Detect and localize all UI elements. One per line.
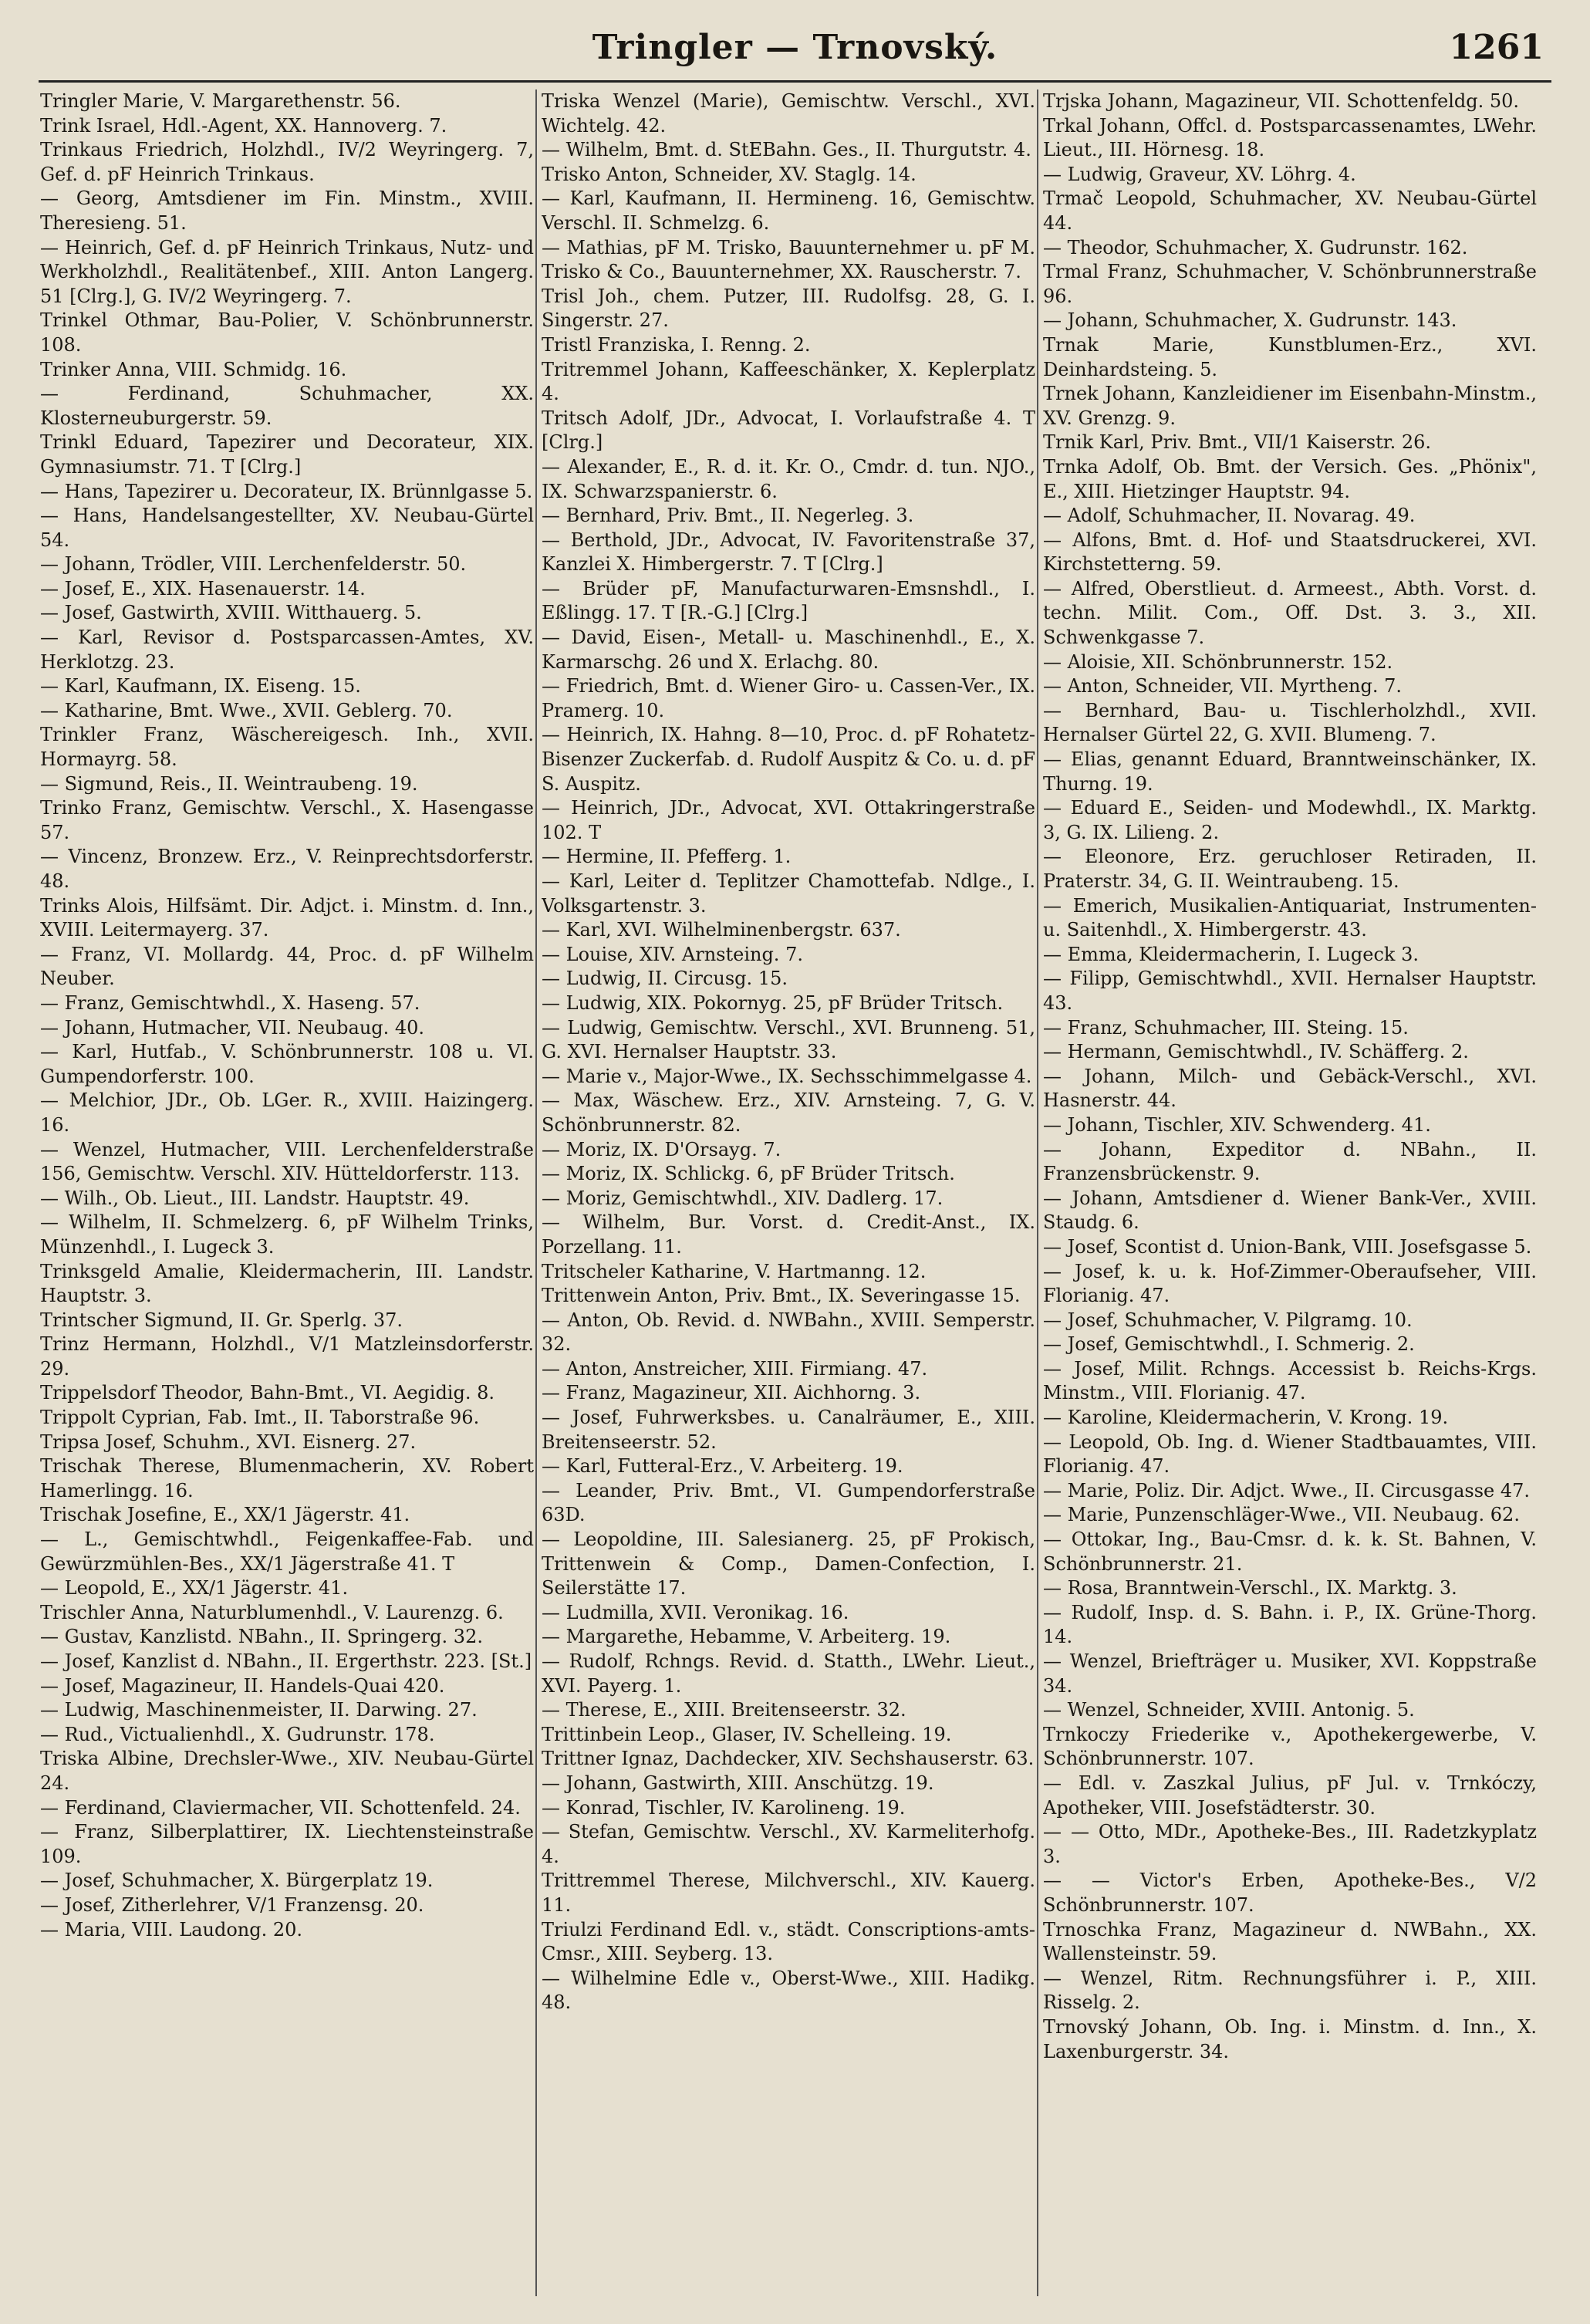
- directory-entry: — Louise, XIV. Arnsteing. 7.: [542, 943, 803, 965]
- directory-entry: — Georg, Amtsdiener im Fin. Minstm., XVIII. Theresieng. 51.: [40, 187, 534, 234]
- directory-entry: — Johann, Schuhmacher, X. Gudrunstr. 143.: [1043, 309, 1457, 332]
- directory-entry: — Franz, VI. Mollardg. 44, Proc. d. pF Wilhelm Neuber.: [40, 943, 534, 990]
- directory-entry: Tringler Marie, V. Margarethenstr. 56.: [40, 90, 401, 112]
- running-head: Tringler — Trnovský.: [592, 28, 998, 67]
- directory-entry: — Konrad, Tischler, IV. Karolineng. 19.: [542, 1796, 906, 1819]
- directory-entry: Trittenwein Anton, Priv. Bmt., IX. Severingasse 15.: [542, 1285, 1021, 1307]
- directory-entry: — Franz, Silberplattirer, IX. Liechtensteinstraße 109.: [40, 1821, 534, 1867]
- directory-entry: — Ludwig, Maschinenmeister, II. Darwing. 27.: [40, 1699, 478, 1721]
- directory-entry: — Wilhelmine Edle v., Oberst-Wwe., XIII. Hadikg. 48.: [542, 1967, 1035, 2014]
- directory-entry: — — Otto, MDr., Apotheke-Bes., III. Radetzkyplatz 3.: [1043, 1821, 1537, 1867]
- directory-entry: — Josef, Schuhmacher, V. Pilgramg. 10.: [1043, 1309, 1413, 1331]
- directory-entry: Tripsa Josef, Schuhm., XVI. Eisnerg. 27.: [40, 1431, 417, 1453]
- column-3: [1043, 90, 1537, 2312]
- directory-entry: — Josef, Schuhmacher, X. Bürgerplatz 19.: [40, 1870, 434, 1892]
- directory-entry: — Rudolf, Rchngs. Revid. d. Statth., LWehr. Lieut., XVI. Payerg. 1.: [542, 1650, 1035, 1697]
- directory-entry: — Hermann, Gemischtwhdl., IV. Schäfferg. 2.: [1043, 1041, 1469, 1063]
- directory-entry: — Josef, Milit. Rchngs. Accessist b. Reichs-Krgs. Minstm., VIII. Florianig. 47.: [1043, 1357, 1537, 1404]
- page-header: [39, 22, 1551, 77]
- directory-entry: Trinkl Eduard, Tapezirer und Decorateur, XIX. Gymnasiumstr. 71. T [Clrg.]: [40, 431, 534, 478]
- directory-entry: — Leander, Priv. Bmt., VI. Gumpendorferstraße 63D.: [542, 1479, 1035, 1526]
- directory-entry: — Berthold, JDr., Advocat, IV. Favoritenstraße 37, Kanzlei X. Himbergerstr. 7. T [Clrg.]: [542, 529, 1035, 576]
- directory-entry: — Anton, Ob. Revid. d. NWBahn., XVIII. Semperstr. 32.: [542, 1309, 1035, 1356]
- directory-entry: — Marie, Poliz. Dir. Adjct. Wwe., II. Circusgasse 47.: [1043, 1479, 1531, 1501]
- directory-entry: — Alfred, Oberstlieut. d. Armeest., Abth. Vorst. d. techn. Milit. Com., Off. Dst. 3. 3., XII. Schwenkgasse 7.: [1043, 577, 1537, 649]
- directory-entry: Trittinbein Leop., Glaser, IV. Schelleing. 19.: [542, 1723, 952, 1745]
- directory-entry: — Wilhelm, Bmt. d. StEBahn. Ges., II. Thurgutstr. 4.: [542, 139, 1031, 161]
- directory-entry: — Anton, Schneider, VII. Myrtheng. 7.: [1043, 675, 1402, 698]
- directory-entry: — Margarethe, Hebamme, V. Arbeiterg. 19.: [542, 1626, 951, 1648]
- directory-entry: — Aloisie, XII. Schönbrunnerstr. 152.: [1043, 650, 1393, 673]
- directory-entry: Trnak Marie, Kunstblumen-Erz., XVI. Deinhardsteing. 5.: [1043, 333, 1537, 380]
- directory-entry: Trmal Franz, Schuhmacher, V. Schönbrunnerstraße 96.: [1043, 261, 1537, 307]
- header-rule: [39, 80, 1551, 83]
- directory-entry: — Hans, Handelsangestellter, XV. Neubau-Gürtel 54.: [40, 505, 534, 551]
- directory-entry: — Karl, Futteral-Erz., V. Arbeiterg. 19.: [542, 1455, 903, 1478]
- directory-entry: Trinz Hermann, Holzhdl., V/1 Matzleinsdorferstr. 29.: [40, 1333, 534, 1380]
- directory-entry: — Emma, Kleidermacherin, I. Lugeck 3.: [1043, 943, 1419, 965]
- directory-entry: — Karl, Kaufmann, IX. Eiseng. 15.: [40, 675, 361, 698]
- directory-entry: — Ottokar, Ing., Bau-Cmsr. d. k. k. St. Bahnen, V. Schönbrunnerstr. 21.: [1043, 1529, 1537, 1575]
- directory-entry: — Adolf, Schuhmacher, II. Novarag. 49.: [1043, 505, 1416, 527]
- directory-entry: — L., Gemischtwhdl., Feigenkaffee-Fab. und Gewürzmühlen-Bes., XX/1 Jägerstraße 41. T: [40, 1529, 534, 1575]
- directory-entry: — Leopold, Ob. Ing. d. Wiener Stadtbauamtes, VIII. Florianig. 47.: [1043, 1431, 1537, 1478]
- directory-entry: — Heinrich, IX. Hahng. 8—10, Proc. d. pF Rohatetz-Bisenzer Zuckerfab. d. Rudolf Auspitz & Co. u. d. pF S. Auspitz.: [542, 724, 1035, 795]
- directory-entry: — Hermine, II. Pfefferg. 1.: [542, 846, 792, 868]
- directory-entry: — Johann, Tischler, XIV. Schwenderg. 41.: [1043, 1113, 1431, 1136]
- directory-entry: Trinksgeld Amalie, Kleidermacherin, III. Landstr. Hauptstr. 3.: [40, 1260, 534, 1307]
- directory-entry: — Wilhelm, II. Schmelzerg. 6, pF Wilhelm Trinks, Münzenhdl., I. Lugeck 3.: [40, 1211, 534, 1258]
- directory-entry: — Wenzel, Schneider, XVIII. Antonig. 5.: [1043, 1699, 1415, 1721]
- directory-entry: — Rud., Victualienhdl., X. Gudrunstr. 178.: [40, 1723, 435, 1745]
- directory-entry: — Josef, Gastwirth, XVIII. Witthauerg. 5.: [40, 602, 422, 624]
- directory-entry: — Katharine, Bmt. Wwe., XVII. Geblerg. 70.: [40, 699, 453, 721]
- directory-entry: Trittner Ignaz, Dachdecker, XIV. Sechshauserstr. 63.: [542, 1748, 1035, 1770]
- directory-entry: — Moriz, IX. Schlickg. 6, pF Brüder Tritsch.: [542, 1163, 955, 1185]
- directory-entry: — Josef, Kanzlist d. NBahn., II. Ergerthstr. 223. [St.]: [40, 1650, 532, 1672]
- directory-entry: — Ludmilla, XVII. Veronikag. 16.: [542, 1601, 849, 1623]
- directory-entry: — Karl, XVI. Wilhelminenbergstr. 637.: [542, 919, 901, 941]
- directory-entry: — Bernhard, Bau- u. Tischlerholzhdl., XVII. Hernalser Gürtel 22, G. XVII. Blumeng. 7.: [1043, 699, 1537, 746]
- directory-entry: Triska Albine, Drechsler-Wwe., XIV. Neubau-Gürtel 24.: [40, 1748, 534, 1794]
- directory-entry: — Johann, Amtsdiener d. Wiener Bank-Ver., XVIII. Staudg. 6.: [1043, 1187, 1537, 1234]
- directory-entry: Trittremmel Therese, Milchverschl., XIV. Kauerg. 11.: [542, 1870, 1035, 1916]
- directory-entry: — Rudolf, Insp. d. S. Bahn. i. P., IX. Grüne-Thorg. 14.: [1043, 1601, 1537, 1648]
- directory-entry: Trintscher Sigmund, II. Gr. Sperlg. 37.: [40, 1309, 403, 1331]
- directory-entry: — Ludwig, Gemischtw. Verschl., XVI. Brunneng. 51, G. XVI. Hernalser Hauptstr. 33.: [542, 1016, 1035, 1063]
- directory-entry: Tritscheler Katharine, V. Hartmanng. 12.: [542, 1260, 927, 1282]
- directory-entry: — Emerich, Musikalien-Antiquariat, Instrumenten- u. Saitenhdl., X. Himbergerstr. 43.: [1043, 894, 1537, 941]
- directory-entry: — Moriz, Gemischtwhdl., XIV. Dadlerg. 17.: [542, 1187, 944, 1209]
- directory-entry: — Ferdinand, Schuhmacher, XX. Klosterneuburgerstr. 59.: [40, 383, 534, 429]
- page-number: 1261: [1449, 28, 1544, 67]
- directory-entry: — Wenzel, Ritm. Rechnungsführer i. P., XIII. Risselg. 2.: [1043, 1967, 1537, 2014]
- directory-entry: — Friedrich, Bmt. d. Wiener Giro- u. Cassen-Ver., IX. Pramerg. 10.: [542, 675, 1035, 721]
- directory-entry: — Vincenz, Bronzew. Erz., V. Reinprechtsdorferstr. 48.: [40, 846, 534, 892]
- directory-entry: — Marie, Punzenschläger-Wwe., VII. Neubaug. 62.: [1043, 1504, 1520, 1526]
- directory-entry: — Johann, Trödler, VIII. Lerchenfelderstr. 50.: [40, 553, 467, 576]
- directory-entry: Trnek Johann, Kanzleidiener im Eisenbahn-Minstm., XV. Grenzg. 9.: [1043, 383, 1537, 429]
- directory-entry: — Stefan, Gemischtw. Verschl., XV. Karmeliterhofg. 4.: [542, 1821, 1035, 1867]
- directory-entry: Trinks Alois, Hilfsämt. Dir. Adjct. i. Minstm. d. Inn., XVIII. Leitermayerg. 37.: [40, 894, 534, 941]
- directory-entry: — Johann, Expeditor d. NBahn., II. Franzensbrückenstr. 9.: [1043, 1138, 1537, 1185]
- directory-entry: Tritremmel Johann, Kaffeeschänker, X. Keplerplatz 4.: [542, 358, 1035, 405]
- directory-entry: — Josef, Gemischtwhdl., I. Schmerig. 2.: [1043, 1333, 1415, 1356]
- directory-entry: — David, Eisen-, Metall- u. Maschinenhdl., E., X. Karmarschg. 26 und X. Erlachg. 80.: [542, 627, 1035, 673]
- directory-entry: — Marie v., Major-Wwe., IX. Sechsschimmelgasse 4.: [542, 1065, 1032, 1087]
- directory-entry: — Karl, Revisor d. Postsparcassen-Amtes, XV. Herklotzg. 23.: [40, 627, 534, 673]
- directory-entry: Trkal Johann, Offcl. d. Postsparcassenamtes, LWehr. Lieut., III. Hörnesg. 18.: [1043, 114, 1537, 161]
- directory-entry: — Karl, Kaufmann, II. Hermineng. 16, Gemischtw. Verschl. II. Schmelzg. 6.: [542, 187, 1035, 234]
- directory-entry: — Leopoldine, III. Salesianerg. 25, pF Prokisch, Trittenwein & Comp., Damen-Confection, I. Seilerstätte 17.: [542, 1529, 1035, 1599]
- directory-entry: — Wenzel, Briefträger u. Musiker, XVI. Koppstraße 34.: [1043, 1650, 1537, 1697]
- directory-entry: — Franz, Schuhmacher, III. Steing. 15.: [1043, 1016, 1409, 1039]
- directory-entry: — Karoline, Kleidermacherin, V. Krong. 19.: [1043, 1407, 1449, 1429]
- directory-entry: — Moriz, IX. D'Orsayg. 7.: [542, 1138, 781, 1160]
- directory-entry: — Alexander, E., R. d. it. Kr. O., Cmdr. d. tun. NJO., IX. Schwarzspanierstr. 6.: [542, 455, 1035, 502]
- directory-entry: Trinko Franz, Gemischtw. Verschl., X. Hasengasse 57.: [40, 797, 534, 843]
- directory-entry: — Wilh., Ob. Lieut., III. Landstr. Hauptstr. 49.: [40, 1187, 470, 1209]
- directory-entry: — Elias, genannt Eduard, Branntweinschänker, IX. Thurng. 19.: [1043, 748, 1537, 795]
- directory-entry: Trinker Anna, VIII. Schmidg. 16.: [40, 358, 347, 380]
- directory-entry: — Leopold, E., XX/1 Jägerstr. 41.: [40, 1577, 349, 1599]
- directory-entry: — Johann, Hutmacher, VII. Neubaug. 40.: [40, 1016, 425, 1039]
- directory-entry: Trjska Johann, Magazineur, VII. Schottenfeldg. 50.: [1043, 90, 1520, 112]
- column-1: [40, 90, 534, 2312]
- directory-entry: — Brüder pF, Manufacturwaren-Emsnshdl., I. Eßlingg. 17. T [R.-G.] [Clrg.]: [542, 577, 1035, 624]
- directory-entry: — Max, Wäschew. Erz., XIV. Arnsteing. 7, G. V. Schönbrunnerstr. 82.: [542, 1089, 1035, 1136]
- directory-entry: — Josef, Fuhrwerksbes. u. Canalräumer, E., XIII. Breitenseerstr. 52.: [542, 1407, 1035, 1453]
- directory-entry: — Bernhard, Priv. Bmt., II. Negerleg. 3.: [542, 505, 914, 527]
- directory-entry: — Wenzel, Hutmacher, VIII. Lerchenfelderstraße 156, Gemischtw. Verschl. XIV. Hütteldorferstr. 113.: [40, 1138, 534, 1185]
- directory-entry: — Karl, Hutfab., V. Schönbrunnerstr. 108 u. VI. Gumpendorferstr. 100.: [40, 1041, 534, 1087]
- directory-entry: — — Victor's Erben, Apotheke-Bes., V/2 Schönbrunnerstr. 107.: [1043, 1870, 1537, 1916]
- directory-entry: Trischak Therese, Blumenmacherin, XV. Robert Hamerlingg. 16.: [40, 1455, 534, 1501]
- directory-entry: — Theodor, Schuhmacher, X. Gudrunstr. 162.: [1043, 236, 1468, 258]
- directory-entry: — Anton, Anstreicher, XIII. Firmiang. 47.: [542, 1357, 928, 1380]
- directory-entry: — Josef, Magazineur, II. Handels-Quai 420.: [40, 1674, 445, 1697]
- directory-entry: Trink Israel, Hdl.-Agent, XX. Hannoverg. 7.: [40, 114, 447, 137]
- directory-entry: — Heinrich, Gef. d. pF Heinrich Trinkaus, Nutz- und Werkholzhdl., Realitätenbef., XIII. Anton Langerg. 51 [Clrg.], G. IV/2 Weyringerg. 7.: [40, 236, 534, 307]
- directory-entry: Trnik Karl, Priv. Bmt., VII/1 Kaiserstr. 26.: [1043, 431, 1432, 454]
- directory-entry: Trnkoczy Friederike v., Apothekergewerbe, V. Schönbrunnerstr. 107.: [1043, 1723, 1537, 1770]
- directory-entry: — Mathias, pF M. Trisko, Bauunternehmer u. pF M. Trisko & Co., Bauunternehmer, XX. Rauscherstr. 7.: [542, 236, 1035, 283]
- directory-entry: — Josef, k. u. k. Hof-Zimmer-Oberaufseher, VIII. Florianig. 47.: [1043, 1260, 1537, 1307]
- directory-entry: — Johann, Gastwirth, XIII. Anschützg. 19.: [542, 1772, 934, 1794]
- directory-entry: Trinkel Othmar, Bau-Polier, V. Schönbrunnerstr. 108.: [40, 309, 534, 356]
- directory-entry: — Josef, E., XIX. Hasenauerstr. 14.: [40, 577, 366, 600]
- directory-entry: Trnoschka Franz, Magazineur d. NWBahn., XX. Wallensteinstr. 59.: [1043, 1918, 1537, 1965]
- column-divider: [535, 90, 537, 2296]
- directory-entry: Trnovský Johann, Ob. Ing. i. Minstm. d. Inn., X. Laxenburgerstr. 34.: [1043, 2015, 1537, 2062]
- directory-entry: — Edl. v. Zaszkal Julius, pF Jul. v. Trnkóczy, Apotheker, VIII. Josefstädterstr. 30.: [1043, 1772, 1537, 1819]
- column-2: [542, 90, 1035, 2312]
- directory-entry: Trinkaus Friedrich, Holzhdl., IV/2 Weyringerg. 7, Gef. d. pF Heinrich Trinkaus.: [40, 139, 534, 185]
- directory-entry: — Filipp, Gemischtwhdl., XVII. Hernalser Hauptstr. 43.: [1043, 968, 1537, 1014]
- directory-entry: Triska Wenzel (Marie), Gemischtw. Verschl., XVI. Wichtelg. 42.: [542, 90, 1035, 137]
- directory-entry: — Maria, VIII. Laudong. 20.: [40, 1918, 303, 1941]
- directory-entry: — Heinrich, JDr., Advocat, XVI. Ottakringerstraße 102. T: [542, 797, 1035, 843]
- directory-entry: — Karl, Leiter d. Teplitzer Chamottefab. Ndlge., I. Volksgartenstr. 3.: [542, 870, 1035, 917]
- directory-entry: — Franz, Magazineur, XII. Aichhorng. 3.: [542, 1382, 921, 1404]
- directory-entry: Trischak Josefine, E., XX/1 Jägerstr. 41.: [40, 1504, 410, 1526]
- directory-entry: — Eleonore, Erz. geruchloser Retiraden, II. Praterstr. 34, G. II. Weintraubeng. 15.: [1043, 846, 1537, 892]
- directory-entry: — Johann, Milch- und Gebäck-Verschl., XVI. Hasnerstr. 44.: [1043, 1065, 1537, 1112]
- directory-entry: — Gustav, Kanzlistd. NBahn., II. Springerg. 32.: [40, 1626, 483, 1648]
- directory-entry: — Melchior, JDr., Ob. LGer. R., XVIII. Haizingerg. 16.: [40, 1089, 534, 1136]
- directory-entry: — Josef, Zitherlehrer, V/1 Franzensg. 20.: [40, 1893, 424, 1916]
- directory-entry: — Franz, Gemischtwhdl., X. Haseng. 57.: [40, 991, 420, 1014]
- directory-entry: Trmač Leopold, Schuhmacher, XV. Neubau-Gürtel 44.: [1043, 187, 1537, 234]
- column-divider: [1037, 90, 1038, 2296]
- directory-entry: — Josef, Scontist d. Union-Bank, VIII. Josefsgasse 5.: [1043, 1235, 1532, 1258]
- directory-entry: Trischler Anna, Naturblumenhdl., V. Laurenzg. 6.: [40, 1601, 504, 1623]
- directory-entry: Trisl Joh., chem. Putzer, III. Rudolfsg. 28, G. I. Singerstr. 27.: [542, 285, 1035, 332]
- directory-entry: Trnka Adolf, Ob. Bmt. der Versich. Ges. „Phönix", E., XIII. Hietzinger Hauptstr. 94.: [1043, 455, 1537, 502]
- directory-entry: Tritsch Adolf, JDr., Advocat, I. Vorlaufstraße 4. T [Clrg.]: [542, 407, 1035, 454]
- directory-entry: Trippelsdorf Theodor, Bahn-Bmt., VI. Aegidig. 8.: [40, 1382, 495, 1404]
- directory-entry: Trisko Anton, Schneider, XV. Staglg. 14.: [542, 163, 917, 185]
- directory-entry: — Ludwig, II. Circusg. 15.: [542, 968, 788, 990]
- directory-entry: — Therese, E., XIII. Breitenseerstr. 32.: [542, 1699, 906, 1721]
- directory-entry: Trinkler Franz, Wäschereigesch. Inh., XVII. Hormayrg. 58.: [40, 724, 534, 771]
- directory-entry: — Ludwig, Graveur, XV. Löhrg. 4.: [1043, 163, 1356, 185]
- directory-entry: Trippolt Cyprian, Fab. Imt., II. Taborstraße 96.: [40, 1407, 480, 1429]
- directory-entry: — Ludwig, XIX. Pokornyg. 25, pF Brüder Tritsch.: [542, 991, 1004, 1014]
- directory-entry: — Rosa, Branntwein-Verschl., IX. Marktg. 3.: [1043, 1577, 1457, 1599]
- directory-entry: Triulzi Ferdinand Edl. v., städt. Conscriptions-amts-Cmsr., XIII. Seyberg. 13.: [542, 1918, 1035, 1965]
- directory-entry: — Wilhelm, Bur. Vorst. d. Credit-Anst., IX. Porzellang. 11.: [542, 1211, 1035, 1258]
- directory-entry: — Hans, Tapezirer u. Decorateur, IX. Brünnlgasse 5.: [40, 480, 533, 502]
- directory-entry: Tristl Franziska, I. Renng. 2.: [542, 333, 811, 356]
- directory-entry: — Alfons, Bmt. d. Hof- und Staatsdruckerei, XVI. Kirchstetterng. 59.: [1043, 529, 1537, 576]
- directory-entry: — Eduard E., Seiden- und Modewhdl., IX. Marktg. 3, G. IX. Lilieng. 2.: [1043, 797, 1537, 843]
- directory-entry: — Ferdinand, Claviermacher, VII. Schottenfeld. 24.: [40, 1796, 521, 1819]
- directory-entry: — Sigmund, Reis., II. Weintraubeng. 19.: [40, 772, 418, 795]
